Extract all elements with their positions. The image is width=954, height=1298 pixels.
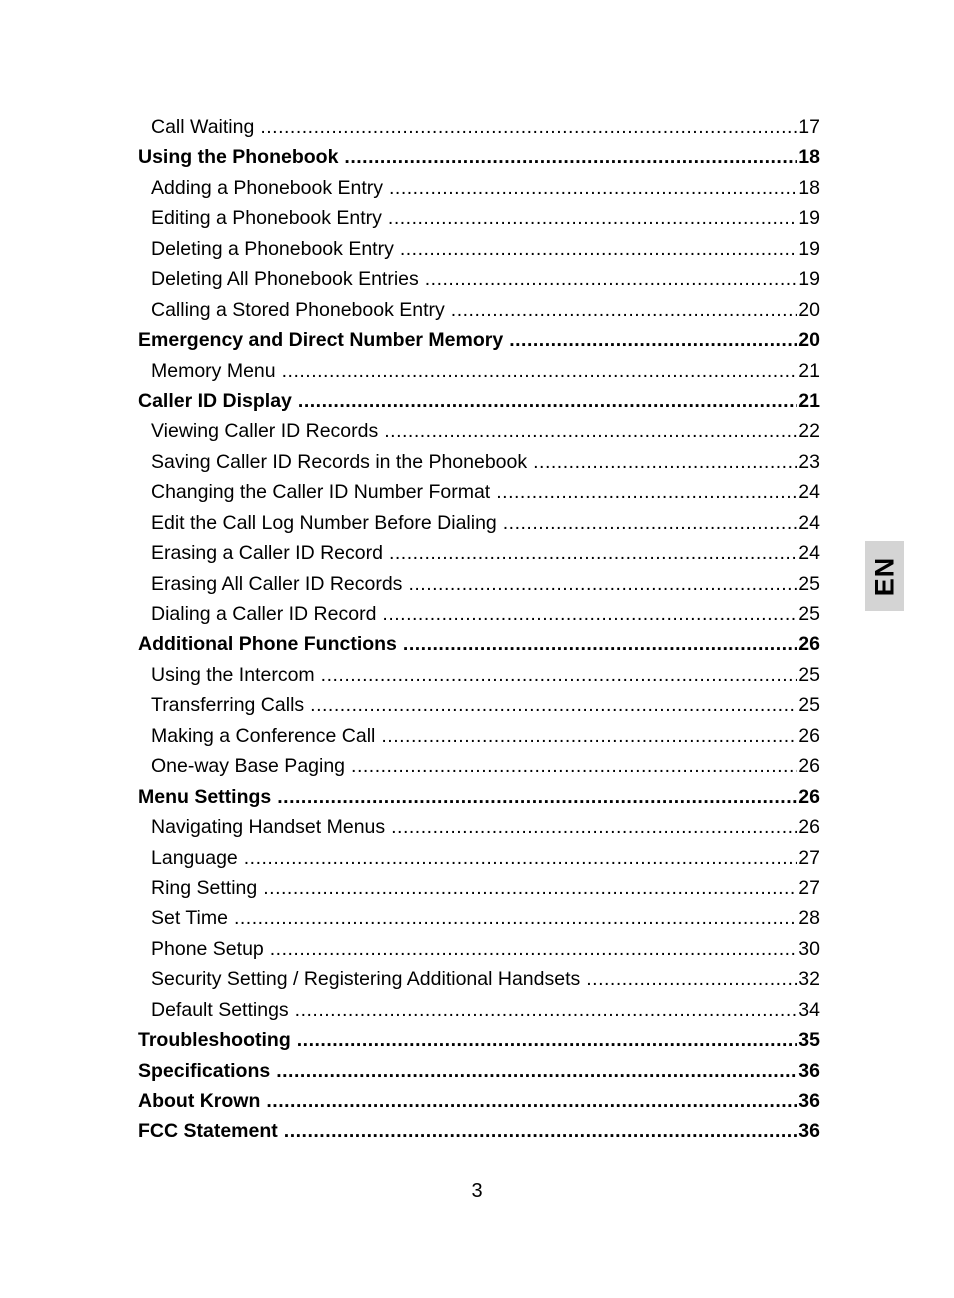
toc-subsection-entry	[138, 538, 820, 568]
toc-subsection-entry	[138, 295, 820, 325]
toc-entry-page: 26	[798, 785, 820, 808]
toc-dot-leader	[270, 934, 797, 964]
toc-dot-leader	[389, 538, 797, 568]
toc-entry-page: 20	[798, 329, 820, 352]
toc-entry-page: 28	[798, 907, 820, 930]
toc-entry-title: About Krown	[138, 1090, 261, 1112]
toc-entry-page: 24	[798, 542, 820, 565]
toc-subsection-entry	[138, 264, 820, 294]
toc-dot-leader	[388, 203, 797, 233]
toc-subsection-entry	[138, 751, 820, 781]
toc-entry-page: 17	[798, 116, 820, 138]
toc-dot-leader	[400, 234, 797, 264]
toc-entry-page: 36	[798, 1090, 820, 1112]
toc-entry-page: 36	[798, 1120, 820, 1143]
toc-dot-leader	[586, 964, 797, 994]
toc-section-entry	[138, 629, 820, 659]
toc-subsection-entry	[138, 477, 820, 507]
toc-entry-title: Transferring Calls	[151, 694, 305, 717]
toc-subsection-entry	[138, 203, 820, 233]
toc-entry-page: 36	[798, 1059, 820, 1082]
toc-entry-title: Edit the Call Log Number Before Dialing	[151, 511, 497, 534]
toc-entry-page: 26	[798, 724, 820, 747]
toc-entry-page: 25	[798, 572, 820, 595]
toc-dot-leader	[282, 356, 797, 386]
toc-subsection-entry	[138, 173, 820, 203]
toc-subsection-entry	[138, 690, 820, 720]
toc-entry-title: Language	[151, 846, 238, 869]
toc-section-entry	[138, 1025, 820, 1055]
toc-dot-leader	[297, 1025, 797, 1055]
toc-entry-page: 18	[798, 146, 820, 169]
toc-entry-title: Additional Phone Functions	[138, 633, 397, 656]
toc-entry-page: 34	[798, 998, 820, 1021]
toc-entry-title: Security Setting / Registering Additional Handsets	[151, 968, 581, 991]
toc-entry-title: FCC Statement	[138, 1120, 278, 1143]
toc-section-entry	[138, 386, 820, 416]
toc-section-entry	[138, 1116, 820, 1146]
toc-entry-title: Menu Settings	[138, 785, 272, 808]
toc-entry-page: 19	[798, 237, 820, 260]
toc-dot-leader	[425, 264, 797, 294]
toc-entry-title: Erasing All Caller ID Records	[151, 572, 403, 595]
toc-entry-page: 18	[798, 176, 820, 199]
toc-entry-page: 25	[798, 694, 820, 717]
toc-entry-page: 26	[798, 633, 820, 656]
toc-entry-title: Set Time	[151, 907, 228, 930]
toc-entry-page: 19	[798, 268, 820, 291]
toc-entry-page: 20	[798, 298, 820, 321]
toc-dot-leader	[391, 812, 797, 842]
toc-subsection-entry	[138, 356, 820, 386]
toc-entry-page: 32	[798, 968, 820, 991]
page-number: 3	[471, 1180, 483, 1202]
toc-dot-leader	[277, 782, 797, 812]
toc-dot-leader	[509, 325, 797, 355]
toc-entry-title: Specifications	[138, 1059, 271, 1082]
toc-entry-title: Making a Conference Call	[151, 724, 376, 747]
toc-dot-leader	[389, 173, 797, 203]
toc-entry-page: 24	[798, 511, 820, 534]
toc-section-entry	[138, 142, 820, 172]
toc-entry-page: 26	[798, 755, 820, 778]
toc-section-entry	[138, 1086, 820, 1116]
toc-dot-leader	[276, 1056, 797, 1086]
toc-entry-page: 25	[798, 663, 820, 686]
toc-subsection-entry	[138, 843, 820, 873]
toc-subsection-entry	[138, 964, 820, 994]
toc-dot-leader	[503, 508, 797, 538]
language-tab	[865, 541, 904, 611]
toc-entry-title: Dialing a Caller ID Record	[151, 603, 377, 625]
toc-entry-title: One-way Base Paging	[151, 755, 346, 778]
toc-subsection-entry	[138, 812, 820, 842]
toc-section-entry	[138, 325, 820, 355]
toc-entry-title: Using the Intercom	[151, 663, 315, 686]
toc-entry-page: 25	[798, 603, 820, 625]
toc-subsection-entry	[138, 447, 820, 477]
toc-dot-leader	[310, 690, 797, 720]
toc-dot-leader	[344, 142, 797, 172]
toc-entry-title: Viewing Caller ID Records	[151, 420, 379, 443]
toc-subsection-entry	[138, 569, 820, 599]
toc-entry-page: 21	[798, 389, 820, 412]
toc-entry-title: Emergency and Direct Number Memory	[138, 329, 504, 352]
toc-dot-leader	[403, 629, 797, 659]
toc-subsection-entry	[138, 112, 820, 142]
toc-dot-leader	[244, 843, 797, 873]
toc-entry-page: 23	[798, 450, 820, 473]
toc-entry-page: 35	[798, 1029, 820, 1052]
toc-entry-title: Navigating Handset Menus	[151, 816, 386, 839]
toc-subsection-entry	[138, 234, 820, 264]
toc-entry-title: Saving Caller ID Records in the Phonebook	[151, 450, 528, 473]
language-tab-label: EN	[869, 556, 900, 596]
toc-subsection-entry	[138, 873, 820, 903]
toc-entry-title: Memory Menu	[151, 359, 276, 382]
toc-dot-leader	[284, 1116, 797, 1146]
toc-entry-title: Deleting All Phonebook Entries	[151, 268, 419, 291]
toc-dot-leader	[295, 995, 797, 1025]
toc-entry-title: Editing a Phonebook Entry	[151, 207, 382, 230]
toc-entry-page: 26	[798, 816, 820, 839]
toc-dot-leader	[451, 295, 797, 325]
toc-dot-leader	[382, 599, 797, 629]
toc-dot-leader	[381, 721, 797, 751]
toc-subsection-entry	[138, 508, 820, 538]
toc-section-entry	[138, 782, 820, 812]
toc-subsection-entry	[138, 721, 820, 751]
toc-entry-title: Call Waiting	[151, 116, 255, 138]
toc-entry-title: Default Settings	[151, 998, 289, 1021]
toc-dot-leader	[351, 751, 797, 781]
toc-subsection-entry	[138, 903, 820, 933]
toc-subsection-entry	[138, 416, 820, 446]
toc-entry-page: 30	[798, 937, 820, 960]
toc-entry-title: Phone Setup	[151, 937, 264, 960]
toc-entry-title: Deleting a Phonebook Entry	[151, 237, 394, 260]
toc-entry-title: Adding a Phonebook Entry	[151, 176, 384, 199]
toc-section-entry	[138, 1056, 820, 1086]
toc-dot-leader	[496, 477, 797, 507]
toc-entry-page: 21	[798, 359, 820, 382]
toc-dot-leader	[260, 112, 797, 142]
toc-subsection-entry	[138, 599, 820, 629]
toc-dot-leader	[533, 447, 797, 477]
toc-subsection-entry	[138, 995, 820, 1025]
toc-entry-title: Calling a Stored Phonebook Entry	[151, 298, 445, 321]
toc-entry-title: Caller ID Display	[138, 389, 292, 412]
toc-entry-page: 27	[798, 876, 820, 899]
toc-dot-leader	[384, 416, 797, 446]
toc-dot-leader	[298, 386, 797, 416]
toc-entry-title: Using the Phonebook	[138, 146, 339, 169]
toc-entry-title: Changing the Caller ID Number Format	[151, 481, 491, 504]
table-of-contents	[138, 112, 820, 1147]
toc-dot-leader	[263, 873, 797, 903]
toc-dot-leader	[234, 903, 797, 933]
toc-entry-page: 22	[798, 420, 820, 443]
toc-entry-page: 27	[798, 846, 820, 869]
toc-subsection-entry	[138, 660, 820, 690]
toc-dot-leader	[408, 569, 797, 599]
toc-entry-title: Erasing a Caller ID Record	[151, 542, 383, 565]
toc-entry-page: 24	[798, 481, 820, 504]
toc-entry-title: Ring Setting	[151, 876, 258, 899]
toc-subsection-entry	[138, 934, 820, 964]
toc-entry-page: 19	[798, 207, 820, 230]
toc-entry-title: Troubleshooting	[138, 1029, 291, 1052]
toc-dot-leader	[266, 1086, 797, 1116]
toc-dot-leader	[321, 660, 797, 690]
